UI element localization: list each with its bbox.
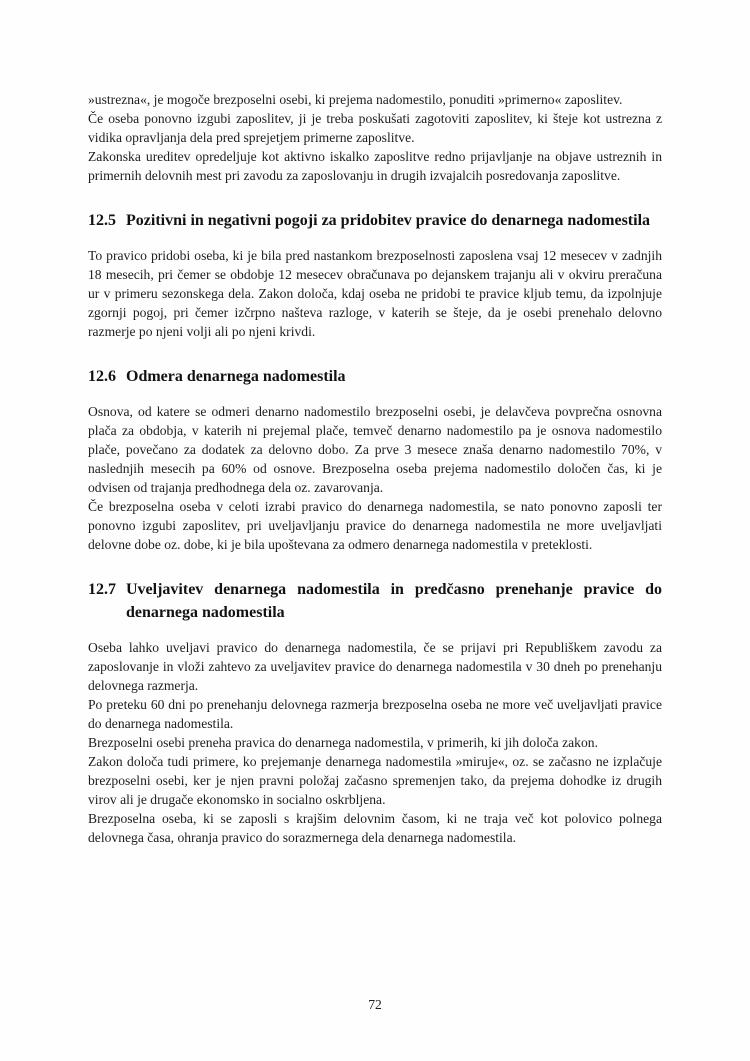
section-paragraph: Če brezposelna oseba v celoti izrabi pravico do denarnega nadomestila, se nato ponovno zaposli ter ponovno izgubi zaposlitev, pri uveljavljanju pravice do denarnega nadomestila ne more uveljavljati delovne dobe oz. dobe, ki je bila upoštevana za odmero denarnega nadomestila v preteklosti. <box>88 499 662 552</box>
section-title: Odmera denarnega nadomestila <box>126 368 346 385</box>
intro-paragraph: Če oseba ponovno izgubi zaposlitev, ji je treba poskušati zagotoviti zaposlitev, ki šteje kot ustrezna z vidika opravljanja dela pred sprejetjem primerne zaposlitve. <box>88 111 662 145</box>
section-heading-12-7 <box>88 578 662 624</box>
section-number: 12.6 <box>88 368 116 385</box>
intro-paragraph: »ustrezna«, je mogoče brezposelni osebi, ki prejema nadomestilo, ponuditi »primerno« zaposlitev. <box>88 92 623 107</box>
intro-paragraph: Zakonska ureditev opredeljuje kot aktivno iskalko zaposlitve redno prijavljanje na objave ustreznih in primernih delovnih mest pri zavodu za zaposlovanju in drugih izvajalcih posredovanja zaposlitve. <box>88 149 662 183</box>
section-paragraph: Zakon določa tudi primere, ko prejemanje denarnega nadomestila »miruje«, oz. se začasno ne izplačuje brezposelni osebi, ker je njen pravni položaj začasno spremenjen tako, da prejema dohodke iz drugih virov ali je drugače ekonomsko in socialno oskrbljena. <box>88 754 662 807</box>
section-heading-12-6 <box>88 365 662 388</box>
section-paragraph: Brezposelna oseba, ki se zaposli s krajšim delovnim časom, ki ne traja več kot polovico polnega delovnega časa, ohranja pravico do sorazmernega dela denarnega nadomestila. <box>88 811 662 845</box>
section-paragraph: Brezposelni osebi preneha pravica do denarnega nadomestila, v primerih, ki jih določa zakon. <box>88 735 598 750</box>
section-paragraph: Oseba lahko uveljavi pravico do denarnega nadomestila, če se prijavi pri Republiškem zavodu za zaposlovanje in vloži zahtevo za uveljavitev pravice do denarnega nadomestila v 30 dneh po prenehanju delovnega razmerja. <box>88 640 662 693</box>
section-paragraph: Po preteku 60 dni po prenehanju delovnega razmerja brezposelna oseba ne more več uveljavljati pravice do denarnega nadomestila. <box>88 697 662 731</box>
section-title: Uveljavitev denarnega nadomestila in predčasno prenehanje pravice do denarnega nadomestila <box>126 581 662 621</box>
section-title: Pozitivni in negativni pogoji za pridobitev pravice do denarnega nadomestila <box>126 212 651 229</box>
section-paragraph: Osnova, od katere se odmeri denarno nadomestilo brezposelni osebi, je delavčeva povprečna osnovna plača za obdobja, v katerih ni prejemal plače, temveč denarno nadomestilo pa je osnova nadomestilo plače, povečano za dodatek za delovno dobo. Za prve 3 mesece znaša denarno nadomestilo 70%, v naslednjih mesecih pa 60% od osnove. Brezposelna oseba prejema nadomestilo določen čas, ki je odvisen od trajanja predhodnega dela oz. zavarovanja. <box>88 404 662 495</box>
page-content <box>88 90 662 847</box>
section-paragraph: To pravico pridobi oseba, ki je bila pred nastankom brezposelnosti zaposlena vsaj 12 mesecev v zadnjih 18 mesecih, pri čemer se obdobje 12 mesecev obračunava po dejanskem trajanju ali v okviru preračuna ur v primeru sezonskega dela. Zakon določa, kdaj oseba ne pridobi te pravice kljub temu, da izpolnjuje zgornji pogoj, pri čemer izčrpno našteva razloge, v katerih se šteje, da je osebi prenehalo delovno razmerje po njeni volji ali po njeni krivdi. <box>88 248 662 339</box>
section-number: 12.5 <box>88 212 116 229</box>
page-number: 72 <box>368 997 382 1012</box>
section-number: 12.7 <box>88 581 116 598</box>
section-heading-12-5 <box>88 209 662 232</box>
